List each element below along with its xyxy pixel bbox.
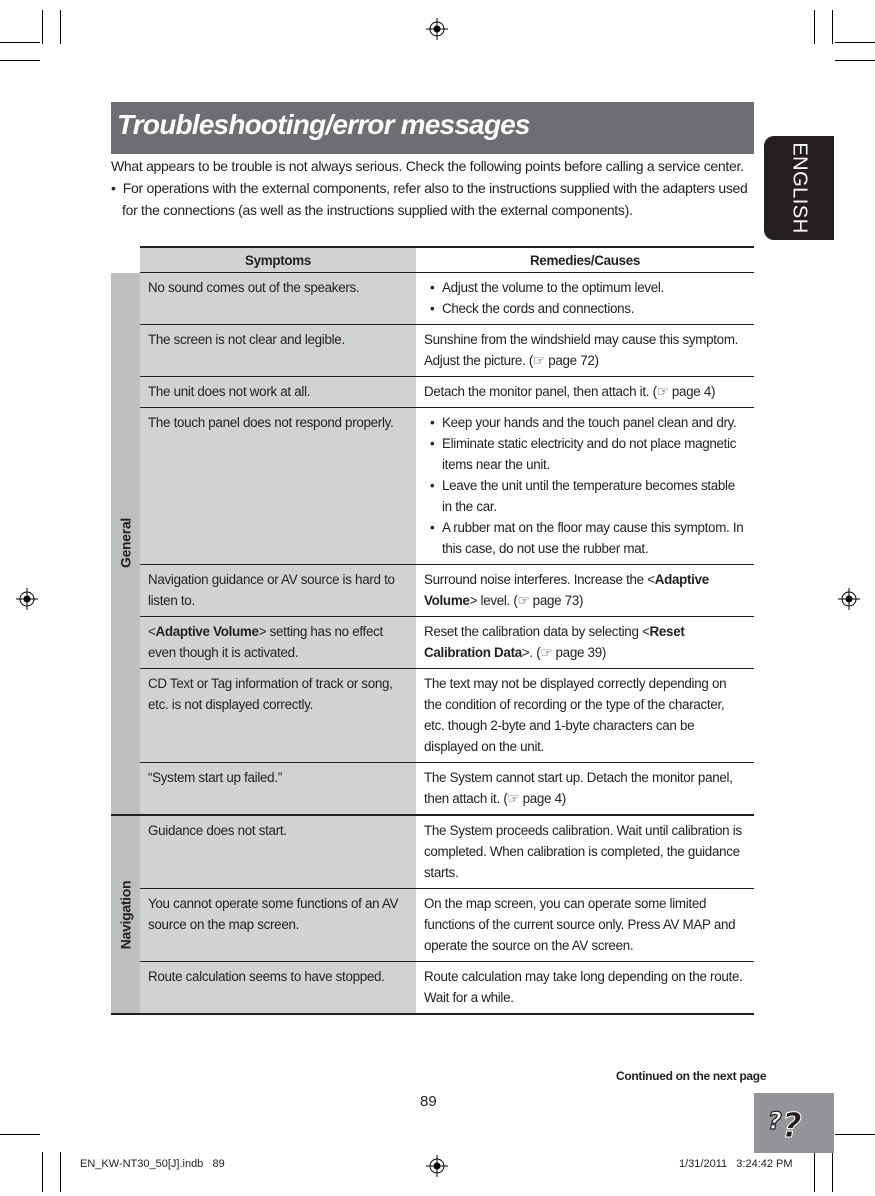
- remedy-cell: Detach the monitor panel, then attach it. (☞ page 4): [416, 377, 754, 408]
- category-header: [111, 247, 140, 273]
- symptom-cell: Route calculation seems to have stopped.: [140, 962, 416, 1015]
- svg-text:?: ?: [768, 1107, 782, 1135]
- symptom-cell: You cannot operate some functions of an AV source on the map screen.: [140, 889, 416, 962]
- table-row: [111, 325, 754, 377]
- remedy-text: > level. (☞ page 73): [469, 593, 584, 608]
- crop-mark: [835, 1134, 875, 1135]
- crop-mark: [60, 10, 61, 44]
- remedy-item: • Check the cords and connections.: [424, 298, 746, 319]
- crop-mark: [835, 60, 875, 61]
- svg-text:?: ?: [782, 1106, 802, 1146]
- remedy-cell: Route calculation may take long depending on the route. Wait for a while.: [416, 962, 754, 1015]
- language-tab: [764, 136, 834, 240]
- crop-mark: [0, 1134, 40, 1135]
- page-title: Troubleshooting/error messages: [117, 109, 530, 140]
- intro-bullet-text: For operations with the external components, refer also to the instructions supplied with the adapters used for the connections (as well as the instructions supplied with the external components).: [122, 180, 748, 218]
- intro-line: What appears to be trouble is not always serious. Check the following points before calling a service center.: [111, 158, 744, 174]
- symptom-cell: [140, 617, 416, 669]
- symptoms-header: Symptoms: [140, 247, 416, 273]
- intro-bullet: • For operations with the external components, refer also to the instructions supplied with the adapters used for the connections (as well as the instructions supplied with the external components).: [111, 180, 748, 218]
- symptom-cell: Guidance does not start.: [140, 815, 416, 889]
- category-navigation: [111, 815, 140, 1014]
- symptom-cell: Navigation guidance or AV source is hard to listen to.: [140, 565, 416, 617]
- category-general: [111, 273, 140, 816]
- symptom-setting-name: Adaptive Volume: [155, 624, 259, 639]
- remedy-cell: The System cannot start up. Detach the monitor panel, then attach it. (☞ page 4): [416, 763, 754, 816]
- remedy-setting-name: Reset Calibration Data: [424, 624, 685, 660]
- section-title-bar: [111, 102, 754, 154]
- table-row: [111, 815, 754, 889]
- remedy-cell: The text may not be displayed correctly depending on the condition of recording or the type of the character, etc. though 2-byte and 1-byte characters can be displayed on the unit.: [416, 669, 754, 763]
- remedy-cell: Sunshine from the windshield may cause this symptom. Adjust the picture. (☞ page 72): [416, 325, 754, 377]
- footer-file-info: EN_KW-NT30_50[J].indb 89: [80, 1158, 225, 1170]
- table-row: [111, 273, 754, 325]
- registration-mark-icon: [838, 588, 860, 610]
- crop-mark: [832, 10, 833, 44]
- symptom-cell: “System start up failed.”: [140, 763, 416, 816]
- crop-mark: [814, 1152, 815, 1192]
- category-label: Navigation: [117, 880, 133, 949]
- remedy-item: • Eliminate static electricity and do not place magnetic items near the unit.: [424, 433, 746, 475]
- registration-mark-icon: [16, 588, 38, 610]
- crop-mark: [832, 1152, 833, 1192]
- symptom-text: <: [148, 624, 156, 639]
- remedy-cell: [416, 617, 754, 669]
- troubleshooting-table: [111, 246, 754, 1015]
- remedy-cell: On the map screen, you can operate some limited functions of the current source only. Press AV MAP and operate the source on the AV screen.: [416, 889, 754, 962]
- crop-mark: [42, 1152, 43, 1192]
- symptom-cell: The unit does not work at all.: [140, 377, 416, 408]
- crop-mark: [0, 42, 40, 43]
- remedy-item: • A rubber mat on the floor may cause this symptom. In this case, do not use the rubber mat.: [424, 517, 746, 559]
- intro-text: [111, 155, 759, 221]
- remedy-cell: [416, 408, 754, 565]
- remedy-cell: [416, 565, 754, 617]
- remedy-item: • Leave the unit until the temperature becomes stable in the car.: [424, 475, 746, 517]
- crop-mark: [42, 10, 43, 44]
- crop-mark: [0, 60, 40, 61]
- category-label: General: [117, 518, 133, 569]
- table-row: [111, 669, 754, 763]
- symptom-text: > setting has no effect even though it is activated.: [148, 624, 383, 660]
- remedy-cell: [416, 273, 754, 325]
- remedy-text: >. (☞ page 39): [521, 645, 606, 660]
- remedy-item: • Keep your hands and the touch panel clean and dry.: [424, 412, 746, 433]
- remedy-text: Surround noise interferes. Increase the <: [424, 572, 655, 587]
- symptom-cell: The screen is not clear and legible.: [140, 325, 416, 377]
- table-row: [111, 889, 754, 962]
- crop-mark: [835, 42, 875, 43]
- table-row: [111, 763, 754, 816]
- table-row: [111, 377, 754, 408]
- crop-mark: [814, 10, 815, 44]
- registration-mark-icon: [426, 18, 448, 40]
- page-number: 89: [420, 1093, 437, 1110]
- remedy-item: • Adjust the volume to the optimum level.: [424, 277, 746, 298]
- registration-mark-icon: [426, 1155, 448, 1177]
- remedy-setting-name: Adaptive Volume: [424, 572, 709, 608]
- remedy-text: Reset the calibration data by selecting <: [424, 624, 650, 639]
- symptom-cell: The touch panel does not respond properly.: [140, 408, 416, 565]
- footer-timestamp: 1/31/2011 3:24:42 PM: [679, 1158, 793, 1170]
- symptom-cell: CD Text or Tag information of track or song, etc. is not displayed correctly.: [140, 669, 416, 763]
- symptom-cell: No sound comes out of the speakers.: [140, 273, 416, 325]
- remedy-cell: The System proceeds calibration. Wait until calibration is completed. When calibration is completed, the guidance starts.: [416, 815, 754, 889]
- language-tab-label: ENGLISH: [788, 142, 811, 234]
- table-row: [111, 617, 754, 669]
- troubleshooting-tab: [754, 1093, 834, 1153]
- continued-note: Continued on the next page: [616, 1069, 767, 1083]
- table-row: [111, 962, 754, 1015]
- table-row: [111, 565, 754, 617]
- crop-mark: [60, 1152, 61, 1192]
- table-row: [111, 408, 754, 565]
- question-marks-icon: [754, 1093, 834, 1153]
- remedies-header: Remedies/Causes: [416, 247, 754, 273]
